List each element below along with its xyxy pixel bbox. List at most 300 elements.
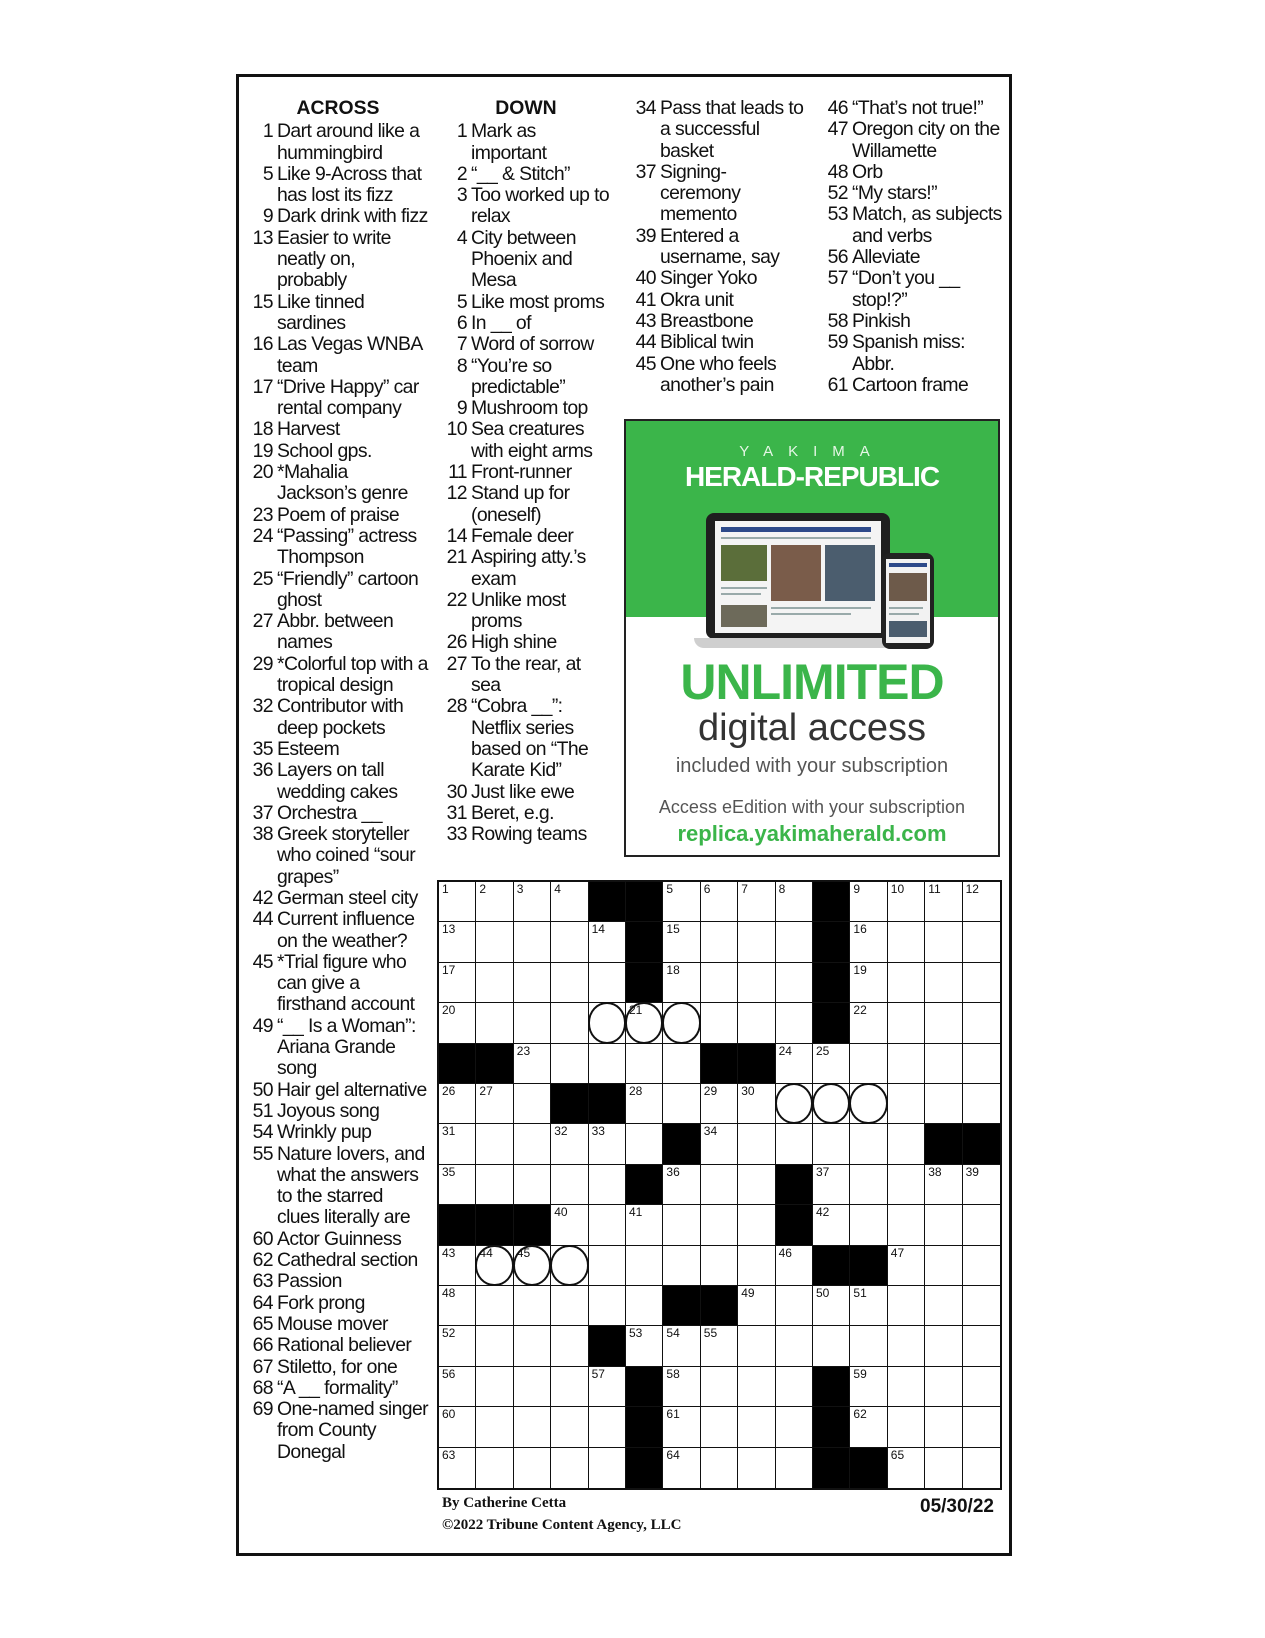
clue-item — [822, 375, 1007, 396]
grid-cell[interactable] — [663, 1448, 700, 1488]
clue-text: Orchestra __ — [277, 801, 382, 824]
clue-item — [247, 441, 429, 462]
grid-cell[interactable] — [626, 1205, 663, 1245]
grid-cell[interactable] — [925, 1407, 962, 1447]
clue-text: Actor Guinness — [277, 1227, 402, 1250]
grid-cell[interactable] — [925, 1205, 962, 1245]
grid-cell[interactable] — [439, 1286, 476, 1326]
cell-number: 5 — [666, 882, 674, 896]
grid-cell[interactable] — [701, 963, 738, 1003]
clue-item — [441, 313, 611, 334]
clue-text: “My stars!” — [852, 182, 937, 205]
clue-number: 28 — [446, 695, 467, 718]
grid-cell[interactable] — [738, 1326, 775, 1366]
clue-text: Beret, e.g. — [471, 801, 554, 824]
clue-number: 34 — [635, 97, 656, 119]
grid-cell[interactable] — [850, 1124, 887, 1164]
cell-number: 30 — [741, 1084, 755, 1098]
grid-cell[interactable] — [925, 1165, 962, 1205]
clue-item — [247, 292, 429, 335]
cell-number: 11 — [928, 882, 941, 896]
grid-cell[interactable] — [701, 1124, 738, 1164]
clue-number: 37 — [635, 160, 656, 183]
grid-cell[interactable] — [476, 1084, 513, 1124]
cell-number: 49 — [741, 1286, 755, 1300]
grid-cell[interactable] — [476, 1326, 513, 1366]
grid-cell[interactable] — [850, 1326, 887, 1366]
ad-subhead: digital access — [697, 707, 927, 749]
grid-cell[interactable] — [850, 1286, 887, 1326]
grid-cell[interactable] — [476, 1286, 513, 1326]
grid-cell[interactable] — [813, 1205, 850, 1245]
grid-cell[interactable] — [850, 1003, 887, 1043]
grid-cell[interactable] — [701, 1205, 738, 1245]
grid-cell[interactable] — [589, 1165, 626, 1205]
grid-cell[interactable] — [663, 882, 700, 922]
black-square — [626, 1367, 663, 1407]
clue-item — [822, 268, 1007, 311]
grid-cell[interactable] — [514, 1044, 551, 1084]
clue-text: Alleviate — [852, 246, 920, 269]
grid-cell[interactable] — [738, 963, 775, 1003]
grid-cell[interactable] — [476, 1407, 513, 1447]
grid-cell[interactable] — [701, 1326, 738, 1366]
grid-cell[interactable] — [888, 1165, 925, 1205]
ad-url-link[interactable]: replica.yakimaherald.com — [677, 821, 947, 846]
grid-cell[interactable] — [738, 882, 775, 922]
grid-cell[interactable] — [888, 963, 925, 1003]
grid-cell[interactable] — [626, 1084, 663, 1124]
clue-number: 25 — [252, 567, 273, 590]
grid-cell[interactable] — [626, 1124, 663, 1164]
grid-cell[interactable] — [738, 1407, 775, 1447]
grid-cell[interactable] — [963, 1165, 1000, 1205]
clue-item — [630, 98, 805, 162]
grid-cell[interactable] — [589, 1044, 626, 1084]
clue-item — [630, 332, 805, 353]
grid-cell[interactable] — [589, 922, 626, 962]
grid-cell[interactable] — [439, 1246, 476, 1286]
grid-cell[interactable] — [738, 1286, 775, 1326]
clue-text: Oregon city on the Willamette — [852, 118, 1000, 162]
grid-cell[interactable] — [738, 1003, 775, 1043]
grid-cell[interactable] — [925, 1044, 962, 1084]
cell-number: 31 — [442, 1124, 456, 1139]
cell-number: 32 — [554, 1124, 568, 1139]
grid-cell[interactable] — [776, 1286, 813, 1326]
grid-cell[interactable] — [476, 963, 513, 1003]
grid-cell[interactable] — [589, 1124, 626, 1164]
black-square — [813, 963, 850, 1003]
grid-cell[interactable] — [813, 1124, 850, 1164]
grid-cell[interactable] — [551, 963, 588, 1003]
grid-cell[interactable] — [514, 882, 551, 922]
grid-cell[interactable] — [663, 922, 700, 962]
grid-cell[interactable] — [888, 1407, 925, 1447]
grid-cell[interactable] — [925, 1246, 962, 1286]
grid-cell[interactable] — [626, 1003, 663, 1043]
grid-cell[interactable] — [925, 963, 962, 1003]
clue-item — [247, 1271, 429, 1292]
clue-text: Pinkish — [852, 309, 911, 332]
grid-cell[interactable] — [738, 1367, 775, 1407]
across-heading: ACROSS — [296, 97, 380, 119]
grid-cell[interactable] — [514, 1326, 551, 1366]
grid-cell[interactable] — [701, 1367, 738, 1407]
grid-cell[interactable] — [963, 1044, 1000, 1084]
grid-cell[interactable] — [514, 922, 551, 962]
clue-item — [441, 782, 611, 803]
grid-cell[interactable] — [738, 1448, 775, 1488]
grid-cell[interactable] — [963, 1448, 1000, 1488]
grid-cell[interactable] — [776, 1003, 813, 1043]
grid-cell[interactable] — [776, 1124, 813, 1164]
grid-cell[interactable] — [663, 1205, 700, 1245]
grid-cell[interactable] — [551, 1367, 588, 1407]
grid-cell[interactable] — [551, 1044, 588, 1084]
grid-cell[interactable] — [476, 1367, 513, 1407]
grid-cell[interactable] — [551, 1246, 588, 1286]
grid-cell[interactable] — [701, 1165, 738, 1205]
grid-cell[interactable] — [551, 1448, 588, 1488]
grid-cell[interactable] — [963, 1003, 1000, 1043]
grid-cell[interactable] — [888, 882, 925, 922]
grid-cell[interactable] — [888, 1084, 925, 1124]
clue-item — [247, 505, 429, 526]
grid-cell[interactable] — [589, 1286, 626, 1326]
grid-cell[interactable] — [701, 1003, 738, 1043]
grid-cell[interactable] — [551, 1326, 588, 1366]
clue-text: Harvest — [277, 418, 340, 441]
grid-cell[interactable] — [514, 1407, 551, 1447]
subscription-ad[interactable] — [624, 419, 1000, 857]
grid-cell[interactable] — [888, 1246, 925, 1286]
grid-cell[interactable] — [888, 1367, 925, 1407]
black-square — [476, 1205, 513, 1245]
clue-item — [247, 1335, 429, 1356]
clue-number: 4 — [456, 226, 467, 249]
grid-cell[interactable] — [476, 922, 513, 962]
grid-cell[interactable] — [439, 922, 476, 962]
clue-number: 47 — [827, 118, 848, 141]
grid-cell[interactable] — [776, 1367, 813, 1407]
clue-number: 57 — [827, 267, 848, 290]
clue-item — [247, 952, 429, 1016]
clue-item — [441, 164, 611, 185]
grid-cell[interactable] — [663, 1246, 700, 1286]
clue-item — [247, 1122, 429, 1143]
grid-cell[interactable] — [589, 1205, 626, 1245]
grid-cell[interactable] — [738, 922, 775, 962]
grid-cell[interactable] — [439, 1165, 476, 1205]
grid-cell[interactable] — [439, 882, 476, 922]
grid-cell[interactable] — [925, 922, 962, 962]
grid-cell[interactable] — [888, 1205, 925, 1245]
clue-text: High shine — [471, 631, 557, 654]
grid-cell[interactable] — [626, 1044, 663, 1084]
grid-cell[interactable] — [514, 1165, 551, 1205]
clue-item — [441, 632, 611, 653]
clue-text: “Passing” actress Thompson — [277, 524, 417, 569]
clue-text: “__ & Stitch” — [471, 162, 570, 185]
grid-cell[interactable] — [701, 1448, 738, 1488]
grid-cell[interactable] — [439, 1326, 476, 1366]
grid-cell[interactable] — [925, 1286, 962, 1326]
clue-item — [247, 206, 429, 227]
grid-cell[interactable] — [888, 1044, 925, 1084]
grid-cell[interactable] — [963, 1326, 1000, 1366]
grid-cell[interactable] — [850, 1407, 887, 1447]
grid-cell[interactable] — [963, 1205, 1000, 1245]
clue-number: 44 — [252, 908, 273, 931]
clue-number: 64 — [252, 1291, 273, 1314]
clue-number: 10 — [446, 418, 467, 441]
grid-cell[interactable] — [551, 922, 588, 962]
grid-cell[interactable] — [551, 1124, 588, 1164]
grid-cell[interactable] — [663, 1044, 700, 1084]
grid-cell[interactable] — [963, 882, 1000, 922]
grid-cell[interactable] — [551, 882, 588, 922]
grid-cell[interactable] — [776, 1084, 813, 1124]
grid-cell[interactable] — [776, 1326, 813, 1366]
grid-cell[interactable] — [514, 1367, 551, 1407]
clue-text: Las Vegas WNBA team — [277, 333, 422, 377]
grid-cell[interactable] — [701, 1407, 738, 1447]
grid-cell[interactable] — [663, 1084, 700, 1124]
clue-number: 6 — [456, 311, 467, 334]
clue-text: Signing-ceremony memento — [660, 160, 741, 226]
grid-cell[interactable] — [589, 1407, 626, 1447]
grid-cell[interactable] — [963, 922, 1000, 962]
grid-cell[interactable] — [439, 1448, 476, 1488]
grid-cell[interactable] — [439, 1084, 476, 1124]
grid-cell[interactable] — [589, 1448, 626, 1488]
grid-cell[interactable] — [963, 963, 1000, 1003]
grid-cell[interactable] — [888, 1003, 925, 1043]
grid-cell[interactable] — [963, 1246, 1000, 1286]
clue-item — [441, 803, 611, 824]
grid-cell[interactable] — [888, 1448, 925, 1488]
grid-cell[interactable] — [776, 1407, 813, 1447]
clue-text: “Cobra __”: Netflix series based on “The Karate Kid” — [471, 695, 589, 782]
grid-cell[interactable] — [813, 1326, 850, 1366]
clue-number: 29 — [252, 652, 273, 675]
grid-cell[interactable] — [776, 1246, 813, 1286]
grid-cell[interactable] — [850, 1205, 887, 1245]
clue-number: 22 — [446, 588, 467, 611]
clue-text: Dark drink with fizz — [277, 205, 428, 228]
clue-text: *Trial figure who can give a firsthand account — [277, 950, 415, 1016]
clue-number: 24 — [252, 524, 273, 547]
clue-number: 55 — [252, 1142, 273, 1165]
grid-cell[interactable] — [476, 882, 513, 922]
cell-number: 46 — [778, 1245, 792, 1260]
grid-cell[interactable] — [888, 1326, 925, 1366]
grid-cell[interactable] — [439, 1407, 476, 1447]
grid-cell[interactable] — [663, 963, 700, 1003]
grid-cell[interactable] — [850, 1165, 887, 1205]
grid-cell[interactable] — [850, 1084, 887, 1124]
cell-number: 39 — [965, 1164, 979, 1179]
cell-number: 50 — [816, 1286, 830, 1300]
clue-number: 59 — [827, 331, 848, 354]
grid-cell[interactable] — [776, 1044, 813, 1084]
grid-cell[interactable] — [476, 1124, 513, 1164]
grid-cell[interactable] — [813, 1044, 850, 1084]
grid-cell[interactable] — [776, 963, 813, 1003]
across-clue-list — [247, 121, 429, 1463]
grid-cell[interactable] — [925, 1326, 962, 1366]
grid-cell[interactable] — [925, 1448, 962, 1488]
clue-number: 19 — [252, 439, 273, 462]
grid-cell[interactable] — [850, 963, 887, 1003]
clue-text: In __ of — [471, 311, 531, 334]
clue-text: Abbr. between names — [277, 610, 394, 654]
clue-item — [441, 483, 611, 526]
cell-number: 17 — [442, 962, 456, 977]
grid-cell[interactable] — [551, 1165, 588, 1205]
black-square — [813, 1367, 850, 1407]
grid-cell[interactable] — [514, 1124, 551, 1164]
clue-number: 31 — [446, 801, 467, 824]
grid-cell[interactable] — [963, 1367, 1000, 1407]
grid-cell[interactable] — [963, 1286, 1000, 1326]
down-heading: DOWN — [495, 97, 557, 119]
grid-cell[interactable] — [738, 1084, 775, 1124]
grid-cell[interactable] — [476, 1003, 513, 1043]
grid-cell[interactable] — [813, 1165, 850, 1205]
clue-text: One who feels another’s pain — [660, 352, 777, 396]
grid-cell[interactable] — [701, 882, 738, 922]
clue-number: 66 — [252, 1334, 273, 1357]
grid-cell[interactable] — [551, 1003, 588, 1043]
grid-cell[interactable] — [514, 963, 551, 1003]
grid-cell[interactable] — [925, 1084, 962, 1124]
grid-cell[interactable] — [888, 1124, 925, 1164]
grid-cell[interactable] — [776, 882, 813, 922]
black-square — [813, 922, 850, 962]
clue-number: 2 — [456, 162, 467, 185]
clue-text: Nature lovers, and what the answers to the starred clues literally are — [277, 1142, 425, 1229]
clue-item — [247, 1144, 429, 1229]
grid-cell[interactable] — [776, 1448, 813, 1488]
grid-cell[interactable] — [589, 963, 626, 1003]
grid-cell[interactable] — [813, 1286, 850, 1326]
cell-number: 51 — [853, 1286, 867, 1300]
grid-cell[interactable] — [626, 1246, 663, 1286]
grid-cell[interactable] — [663, 1367, 700, 1407]
clue-number: 20 — [252, 461, 273, 484]
clue-text: Dart around like a hummingbird — [277, 120, 420, 164]
grid-cell[interactable] — [626, 1286, 663, 1326]
grid-cell[interactable] — [589, 1246, 626, 1286]
grid-cell[interactable] — [476, 1165, 513, 1205]
grid-cell[interactable] — [514, 1003, 551, 1043]
grid-cell[interactable] — [925, 1003, 962, 1043]
grid-cell[interactable] — [514, 1084, 551, 1124]
grid-cell[interactable] — [738, 1124, 775, 1164]
grid-cell[interactable] — [738, 1205, 775, 1245]
cell-number: 15 — [666, 922, 680, 937]
black-square — [813, 1246, 850, 1286]
cell-number: 65 — [890, 1447, 905, 1462]
clue-item — [441, 654, 611, 697]
cell-number: 2 — [479, 882, 487, 896]
clue-number: 21 — [446, 546, 467, 569]
grid-cell[interactable] — [701, 1084, 738, 1124]
grid-cell[interactable] — [963, 1084, 1000, 1124]
clue-item — [441, 185, 611, 228]
grid-cell[interactable] — [514, 1448, 551, 1488]
clue-text: Greek storyteller who coined “sour grapes” — [277, 823, 416, 888]
grid-cell[interactable] — [776, 922, 813, 962]
grid-cell[interactable] — [701, 922, 738, 962]
grid-cell[interactable] — [925, 882, 962, 922]
clue-item — [247, 1314, 429, 1335]
grid-cell[interactable] — [439, 963, 476, 1003]
clue-item — [247, 888, 429, 909]
clue-number: 36 — [252, 759, 273, 782]
clue-item — [247, 1101, 429, 1122]
clue-text: “That’s not true!” — [852, 97, 984, 119]
clue-number: 52 — [827, 182, 848, 205]
grid-cell[interactable] — [439, 1003, 476, 1043]
grid-cell[interactable] — [738, 1165, 775, 1205]
clue-item — [247, 1293, 429, 1314]
clue-number: 1 — [456, 120, 467, 143]
ad-access-text: Access eEdition with your subscription — [658, 797, 966, 817]
clue-number: 58 — [827, 309, 848, 332]
grid-cell[interactable] — [663, 1003, 700, 1043]
cell-number: 1 — [442, 882, 449, 896]
grid-cell[interactable] — [589, 1367, 626, 1407]
grid-cell[interactable] — [738, 1246, 775, 1286]
grid-cell[interactable] — [439, 1367, 476, 1407]
grid-cell[interactable] — [850, 922, 887, 962]
grid-cell[interactable] — [663, 1407, 700, 1447]
cell-number: 55 — [703, 1326, 718, 1341]
grid-cell[interactable] — [476, 1246, 513, 1286]
grid-cell[interactable] — [476, 1448, 513, 1488]
grid-cell[interactable] — [663, 1326, 700, 1366]
grid-cell[interactable] — [963, 1407, 1000, 1447]
grid-cell[interactable] — [925, 1367, 962, 1407]
grid-cell[interactable] — [514, 1286, 551, 1326]
grid-cell[interactable] — [701, 1246, 738, 1286]
cell-number: 60 — [442, 1407, 456, 1422]
grid-cell[interactable] — [850, 1367, 887, 1407]
grid-cell[interactable] — [439, 1124, 476, 1164]
grid-cell[interactable] — [888, 922, 925, 962]
grid-cell[interactable] — [551, 1205, 588, 1245]
grid-cell[interactable] — [551, 1407, 588, 1447]
grid-cell[interactable] — [888, 1286, 925, 1326]
grid-cell[interactable] — [850, 882, 887, 922]
phone-icon — [882, 553, 934, 649]
grid-cell[interactable] — [850, 1044, 887, 1084]
circle-marker — [662, 1002, 700, 1043]
grid-cell[interactable] — [514, 1246, 551, 1286]
grid-cell[interactable] — [626, 1326, 663, 1366]
grid-cell[interactable] — [663, 1165, 700, 1205]
grid-cell[interactable] — [813, 1084, 850, 1124]
grid-cell[interactable] — [589, 1003, 626, 1043]
grid-cell[interactable] — [551, 1286, 588, 1326]
black-square — [776, 1165, 813, 1205]
clue-text: Mushroom top — [471, 397, 588, 420]
clue-item — [247, 824, 429, 888]
clue-text: Like 9-Across that has lost its fizz — [277, 162, 422, 207]
